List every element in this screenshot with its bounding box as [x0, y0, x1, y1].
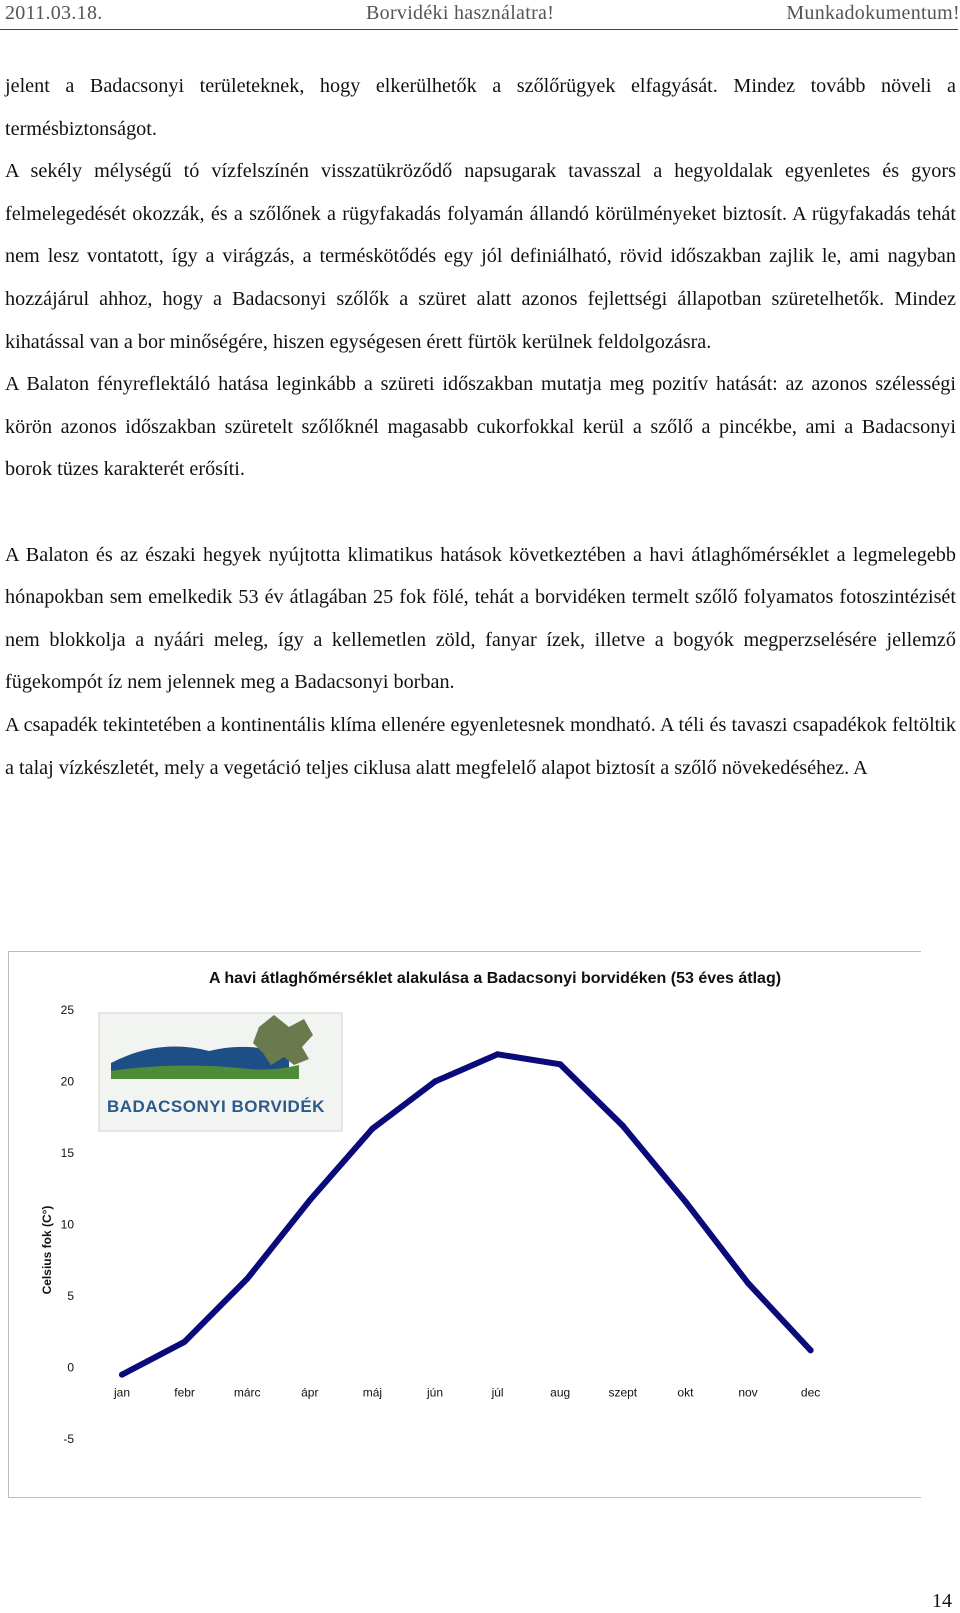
y-tick-label: 15 [60, 1146, 74, 1160]
data-point-szept [620, 1123, 626, 1129]
x-tick-label: febr [174, 1385, 195, 1400]
x-tick-label: jún [426, 1385, 444, 1400]
paragraph-3: A Balaton fényreflektáló hatása leginkább a szüreti időszakban mutatja meg pozitív hatását: az azonos szélességi körön azonos időszakban szüretelt szőlőknél magasabb cukorfokkal kerül a szőlő a pincékbe, ami a Badacsonyi borok tüzes karakterét erősíti. [5, 373, 956, 481]
x-tick-label: okt [677, 1385, 694, 1400]
y-tick-label: 20 [60, 1074, 74, 1089]
paragraph-1: jelent a Badacsonyi területeknek, hogy elkerülhetők a szőlőrügyek elfagyását. Mindez tovább növeli a termésbiztonságot. [5, 75, 956, 140]
data-point-jan [119, 1372, 125, 1378]
y-axis-ticks [61, 1003, 75, 1446]
x-axis-ticks [113, 1386, 820, 1400]
x-tick-label: jan [113, 1385, 131, 1400]
x-tick-label: márc [233, 1385, 261, 1400]
y-tick-label: 5 [67, 1289, 74, 1303]
data-point-ápr [307, 1197, 313, 1203]
temperature-chart [9, 952, 921, 1497]
data-point-júl [495, 1051, 501, 1057]
data-point-okt [682, 1199, 688, 1205]
paragraph-4: A Balaton és az északi hegyek nyújtotta klimatikus hatások következtében a havi átlaghőmérséklet a legmelegebb hónapokban sem emelkedik 53 év átlagában 25 fok fölé, tehát a borvidéken termelt szőlő folyamatos fotoszintézisét nem blokkolja a nyáári meleg, így a kellemetlen zöld, fanyar ízek, illetve a bogyók megperzselésére jellemző fügekompót íz nem jelennek meg a Badacsonyi borban. [5, 543, 956, 694]
x-tick-label: ápr [301, 1385, 319, 1400]
header-date: 2011.03.18. [5, 2, 103, 24]
y-tick-label: 10 [60, 1217, 74, 1232]
data-point-febr [182, 1339, 188, 1345]
header-right-note: Munkadokumentum! [786, 2, 960, 24]
paragraph-2: A sekély mélységű tó vízfelszínén visszatükröződő napsugarak tavasszal a hegyoldalak egyenletes és gyors felmelegedését okozzák, és a szőlőnek a rügyfakadás folyamán állandó körülményeket biztosít. A rügyfakadás tehát nem lesz vontatott, így a virágzás, a terméskötődés egy jól definiálható, rövid időszakban zajlik le, ami nagyban hozzájárul ahhoz, hogy a Badacsonyi szőlők a szüret alatt azonos fejlettségi állapotban szüretelhetők. Mindez kihatással van a bor minőségére, hiszen egységesen érett fürtök kerülnek feldolgozásra. [5, 160, 956, 353]
x-tick-label: aug [550, 1385, 571, 1400]
header-center-note: Borvidéki használatra! [366, 2, 555, 24]
data-point-jún [432, 1079, 438, 1085]
x-tick-label: dec [800, 1385, 821, 1400]
data-point-máj [369, 1126, 375, 1132]
page-number: 14 [932, 1590, 952, 1612]
x-tick-label: nov [738, 1385, 758, 1400]
header-rule [0, 29, 958, 30]
paragraph-5: A csapadék tekintetében a kontinentális klíma ellenére egyenletesnek mondható. A téli és tavaszi csapadékok feltöltik a talaj vízkészletét, mely a vegetáció teljes ciklusa alatt megfelelő alapot biztosít a szőlő növekedéséhez. A [5, 713, 956, 779]
data-point-márc [244, 1276, 250, 1282]
badacsonyi-borvidek-logo [99, 1013, 342, 1131]
x-tick-label: máj [362, 1385, 383, 1400]
chart-title: A havi átlaghőmérséklet alakulása a Badacsonyi borvidéken (53 éves átlag) [208, 970, 782, 987]
temperature-chart-frame [8, 951, 921, 1498]
page-header [0, 0, 960, 32]
document-body [5, 65, 956, 789]
y-tick-label: 25 [60, 1003, 74, 1017]
y-tick-label: -5 [63, 1432, 74, 1446]
x-tick-label: szept [608, 1385, 638, 1400]
logo-text: BADACSONYI BORVIDÉK [107, 1097, 325, 1116]
chart-y-axis-label: Celsius fok (C°) [40, 1205, 54, 1295]
x-tick-label: júl [491, 1385, 504, 1400]
data-point-dec [808, 1347, 814, 1353]
data-point-aug [557, 1061, 563, 1067]
y-tick-label: 0 [67, 1360, 74, 1375]
data-point-nov [745, 1280, 751, 1286]
